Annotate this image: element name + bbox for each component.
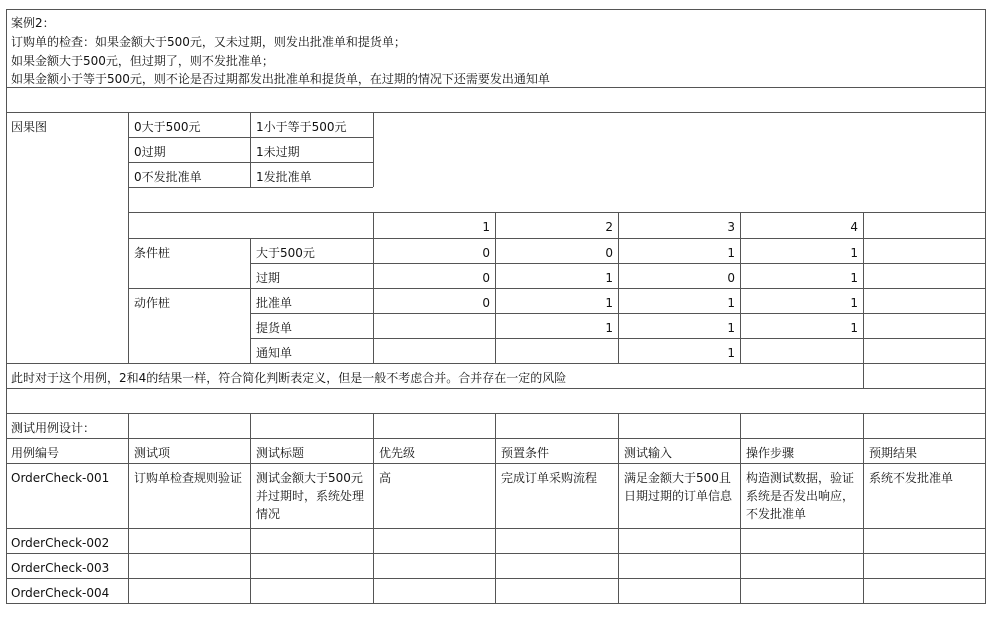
decision-cell[interactable]: 1: [727, 321, 735, 335]
decision-cell[interactable]: 0: [482, 296, 490, 310]
test-case-id[interactable]: OrderCheck-003: [11, 561, 110, 575]
condition-stub-label[interactable]: 条件桩: [134, 246, 171, 260]
decision-cell[interactable]: 1: [605, 321, 613, 335]
decision-cell[interactable]: 1: [850, 246, 858, 260]
test-header-cell[interactable]: 用例编号: [11, 446, 60, 460]
col-divider: [128, 112, 129, 363]
cause-effect-cell[interactable]: 1小于等于500元: [256, 120, 347, 134]
col-divider: [618, 413, 619, 604]
col-divider: [863, 363, 864, 388]
decision-cell[interactable]: 0: [605, 246, 613, 260]
action-name[interactable]: 批准单: [256, 296, 293, 310]
col-divider: [740, 413, 741, 604]
test-cell[interactable]: 高: [379, 471, 392, 485]
cause-effect-cell[interactable]: 1未过期: [256, 145, 300, 159]
test-header-cell[interactable]: 测试标题: [256, 446, 305, 460]
test-header-cell[interactable]: 预置条件: [501, 446, 550, 460]
condition-name[interactable]: 大于500元: [256, 246, 315, 260]
cause-effect-cell[interactable]: 0不发批准单: [134, 170, 202, 184]
cause-effect-cell[interactable]: 0大于500元: [134, 120, 201, 134]
row-divider: [128, 187, 373, 188]
action-stub-label[interactable]: 动作桩: [134, 296, 171, 310]
test-header-cell[interactable]: 操作步骤: [746, 446, 795, 460]
decision-cell[interactable]: 1: [605, 296, 613, 310]
col-divider: [495, 212, 496, 363]
condition-name[interactable]: 过期: [256, 271, 281, 285]
rule-column-header[interactable]: 2: [605, 220, 613, 234]
action-name[interactable]: 提货单: [256, 321, 293, 335]
col-divider: [373, 413, 374, 604]
decision-cell[interactable]: 0: [727, 271, 735, 285]
col-divider: [373, 212, 374, 363]
test-cell[interactable]: 构造测试数据，验证系统是否发出响应，不发批准单: [746, 471, 855, 521]
decision-cell[interactable]: 0: [482, 271, 490, 285]
col-divider: [250, 413, 251, 604]
row-divider: [128, 212, 986, 213]
test-cell[interactable]: 完成订单采购流程: [501, 471, 598, 485]
col-divider: [373, 112, 374, 187]
test-cell[interactable]: 订购单检查规则验证: [134, 471, 243, 485]
test-design-label[interactable]: 测试用例设计：: [11, 421, 96, 435]
decision-cell[interactable]: 1: [850, 271, 858, 285]
cause-effect-cell[interactable]: 0过期: [134, 145, 166, 159]
row-divider: [128, 288, 986, 289]
test-header-cell[interactable]: 测试输入: [624, 446, 673, 460]
col-divider: [618, 212, 619, 363]
test-cell[interactable]: 测试金额大于500元并过期时，系统处理情况: [256, 471, 365, 521]
col-divider: [863, 413, 864, 604]
test-case-id[interactable]: OrderCheck-004: [11, 586, 110, 600]
cause-effect-cell[interactable]: 1发批准单: [256, 170, 312, 184]
action-name[interactable]: 通知单: [256, 346, 293, 360]
row-divider: [6, 463, 986, 464]
row-divider: [6, 438, 986, 439]
row-divider: [6, 87, 986, 88]
col-divider: [250, 112, 251, 187]
decision-cell[interactable]: 1: [727, 346, 735, 360]
intro-line-3[interactable]: 如果金额大于500元，但过期了，则不发批准单；: [11, 54, 274, 68]
row-divider: [128, 238, 986, 239]
intro-line-2[interactable]: 订购单的检查：如果金额大于500元，又未过期，则发出批准单和提货单；: [11, 35, 406, 49]
col-divider: [128, 413, 129, 604]
decision-cell[interactable]: 1: [605, 271, 613, 285]
row-divider: [6, 528, 986, 529]
row-divider: [6, 363, 986, 364]
row-divider: [6, 578, 986, 579]
intro-line-4[interactable]: 如果金额小于等于500元，则不论是否过期都发出批准单和提货单，在过期的情况下还需要发出通知单: [11, 72, 550, 86]
decision-cell[interactable]: 0: [482, 246, 490, 260]
row-divider: [6, 413, 986, 414]
decision-cell[interactable]: 1: [727, 296, 735, 310]
rule-column-header[interactable]: 4: [850, 220, 858, 234]
test-header-cell[interactable]: 预期结果: [869, 446, 918, 460]
row-divider: [6, 388, 986, 389]
rule-column-header[interactable]: 3: [727, 220, 735, 234]
test-header-cell[interactable]: 优先级: [379, 446, 416, 460]
col-divider: [250, 238, 251, 363]
row-divider: [6, 553, 986, 554]
row-divider: [6, 112, 986, 113]
col-divider: [495, 413, 496, 604]
decision-cell[interactable]: 1: [850, 296, 858, 310]
note-text[interactable]: 此时对于这个用例，2和4的结果一样，符合简化判断表定义，但是一般不考虑合并。合并存在一定的风险: [11, 371, 567, 385]
test-header-cell[interactable]: 测试项: [134, 446, 171, 460]
spreadsheet-grid: [6, 9, 986, 604]
rule-column-header[interactable]: 1: [482, 220, 490, 234]
test-case-id[interactable]: OrderCheck-002: [11, 536, 110, 550]
decision-cell[interactable]: 1: [850, 321, 858, 335]
decision-cell[interactable]: 1: [727, 246, 735, 260]
test-cell[interactable]: 满足金额大于500且日期过期的订单信息: [624, 471, 733, 503]
test-cell[interactable]: 系统不发批准单: [869, 471, 954, 485]
col-divider: [863, 212, 864, 363]
cause-effect-label[interactable]: 因果图: [11, 120, 48, 134]
intro-line-1[interactable]: 案例2：: [11, 16, 55, 30]
col-divider: [740, 212, 741, 363]
test-case-id[interactable]: OrderCheck-001: [11, 471, 110, 485]
